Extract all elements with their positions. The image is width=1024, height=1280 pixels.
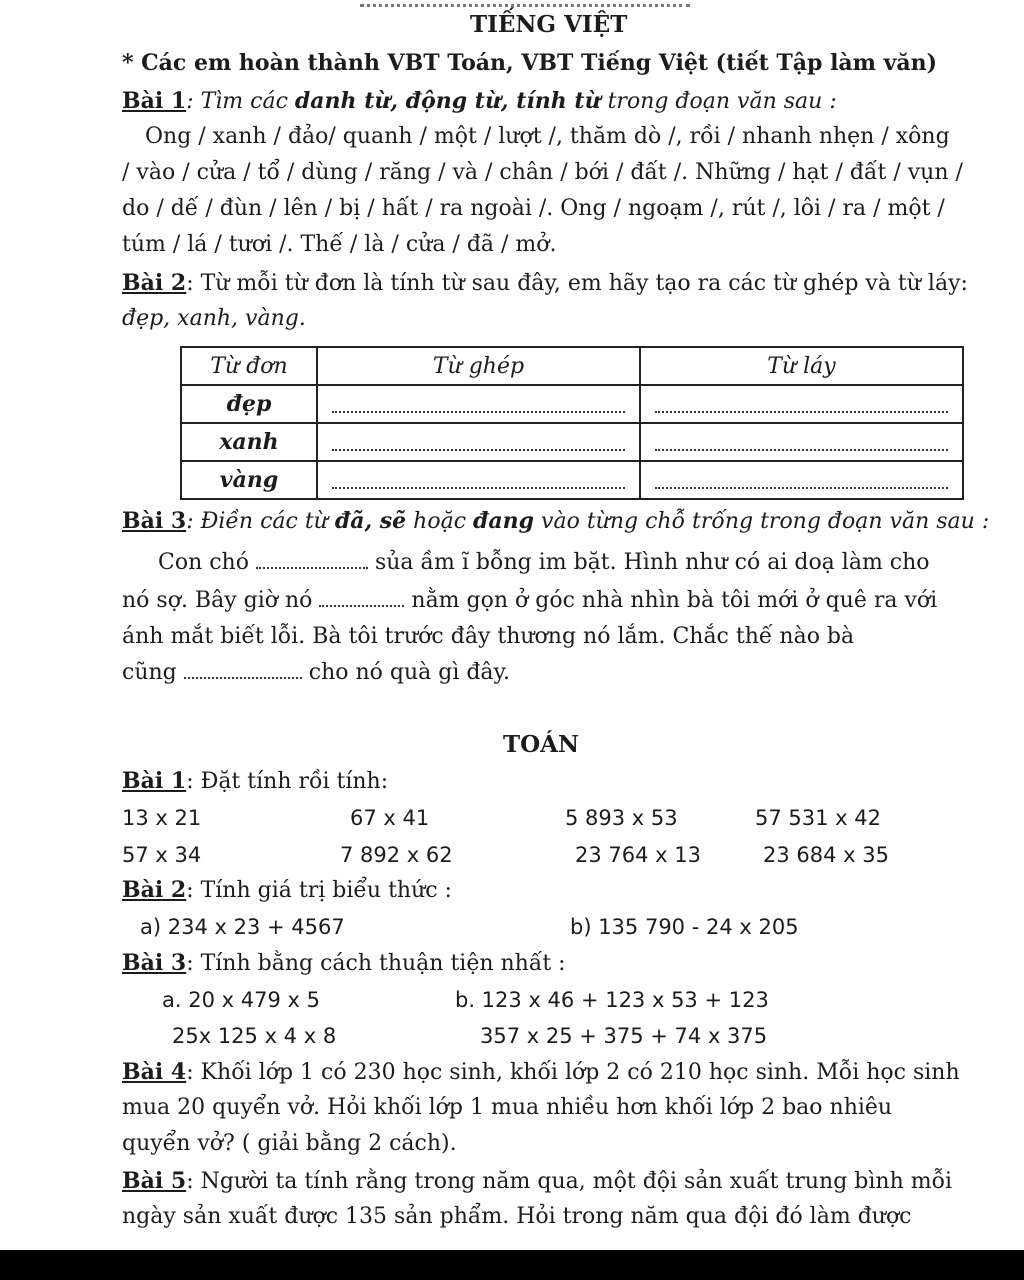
adjective-list: đẹp, xanh, vàng. (122, 306, 306, 331)
table-row: vàng (181, 461, 963, 499)
fill-paragraph-line-4: cũng cho nó quà gì đây. (122, 660, 511, 685)
passage-line-1: Ong / xanh / đảo/ quanh / một / lượt /, thăm dò /, rồi / nhanh nhẹn / xông (145, 124, 950, 149)
fill-blank-1[interactable] (256, 549, 368, 569)
tv-exercise-3-heading: Bài 3: Điền các từ đã, sẽ hoặc đang vào từng chỗ trống trong đoạn văn sau : (122, 508, 990, 534)
section-title-toan: TOÁN (503, 731, 580, 758)
tv-exercise-1-heading: Bài 1: Tìm các danh từ, động từ, tính từ trong đoạn văn sau : (122, 88, 837, 114)
math-exercise-2-heading: Bài 2: Tính giá trị biểu thức : (122, 877, 452, 903)
math-problem: 13 x 21 (122, 806, 202, 830)
math-problem: 23 684 x 35 (763, 843, 889, 867)
math-problem: 7 892 x 62 (340, 843, 453, 867)
answer-blank[interactable] (640, 385, 963, 423)
math-exercise-4-line-3: quyển vở? ( giải bằng 2 cách). (122, 1131, 457, 1156)
word-table (180, 346, 964, 500)
cropped-top-text (360, 0, 690, 7)
answer-blank[interactable] (317, 385, 640, 423)
passage-line-3: do / dế / đùn / lên / bị / hất / ra ngoài /. Ong / ngoạm /, rút /, lôi / ra / một / (122, 196, 945, 221)
passage-line-4: túm / lá / tươi /. Thế / là / cửa / đã / mở. (122, 232, 557, 257)
header-tu-don: Từ đơn (181, 347, 317, 385)
answer-blank[interactable] (317, 423, 640, 461)
math-exercise-5-line-1: Bài 5: Người ta tính rằng trong năm qua, một đội sản xuất trung bình mỗi (122, 1168, 953, 1194)
fill-blank-2[interactable] (319, 587, 404, 607)
math-exercise-3-heading: Bài 3: Tính bằng cách thuận tiện nhất : (122, 950, 566, 976)
header-tu-ghep: Từ ghép (317, 347, 640, 385)
math-problem: 67 x 41 (350, 806, 430, 830)
math-exercise-4-line-2: mua 20 quyển vở. Hỏi khối lớp 1 mua nhiều hơn khối lớp 2 bao nhiêu (122, 1095, 893, 1120)
passage-line-2: / vào / cửa / tổ / dùng / răng / và / chân / bới / đất /. Những / hạt / đất / vụn / (122, 160, 963, 185)
fill-paragraph-line-1: Con chó sủa ầm ĩ bỗng im bặt. Hình như có ai doạ làm cho (158, 550, 930, 575)
answer-blank[interactable] (640, 461, 963, 499)
header-tu-lay: Từ láy (640, 347, 963, 385)
math-exercise-5-line-2: ngày sản xuất được 135 sản phẩm. Hỏi trong năm qua đội đó làm được (122, 1204, 912, 1229)
convenient-calc-b2: 357 x 25 + 375 + 74 x 375 (480, 1024, 768, 1048)
expression-b: b) 135 790 - 24 x 205 (570, 915, 799, 939)
expression-a: a) 234 x 23 + 4567 (140, 915, 345, 939)
section-title-tieng-viet: TIẾNG VIỆT (470, 11, 628, 38)
fill-paragraph-line-2: nó sợ. Bây giờ nó nằm gọn ở góc nhà nhìn bà tôi mới ở quê ra với (122, 588, 938, 613)
exercise-label: Bài 1 (122, 88, 187, 114)
math-exercise-1-heading: Bài 1: Đặt tính rồi tính: (122, 768, 389, 794)
table-row: xanh (181, 423, 963, 461)
answer-blank[interactable] (317, 461, 640, 499)
math-problem: 57 531 x 42 (755, 806, 881, 830)
tv-exercise-2-heading: Bài 2: Từ mỗi từ đơn là tính từ sau đây, em hãy tạo ra các từ ghép và từ láy: (122, 270, 968, 296)
bottom-black-bar (0, 1250, 1024, 1280)
convenient-calc-a2: 25x 125 x 4 x 8 (172, 1024, 337, 1048)
intro-instruction: * Các em hoàn thành VBT Toán, VBT Tiếng Việt (tiết Tập làm văn) (122, 50, 938, 76)
math-problem: 57 x 34 (122, 843, 202, 867)
fill-blank-3[interactable] (184, 659, 302, 679)
table-row: đẹp (181, 385, 963, 423)
convenient-calc-b1: b. 123 x 46 + 123 x 53 + 123 (455, 988, 769, 1012)
math-exercise-4-line-1: Bài 4: Khối lớp 1 có 230 học sinh, khối lớp 2 có 210 học sinh. Mỗi học sinh (122, 1059, 960, 1085)
math-problem: 5 893 x 53 (565, 806, 678, 830)
math-problem: 23 764 x 13 (575, 843, 701, 867)
convenient-calc-a1: a. 20 x 479 x 5 (162, 988, 320, 1012)
fill-paragraph-line-3: ánh mắt biết lỗi. Bà tôi trước đây thương nó lắm. Chắc thế nào bà (122, 624, 855, 649)
answer-blank[interactable] (640, 423, 963, 461)
